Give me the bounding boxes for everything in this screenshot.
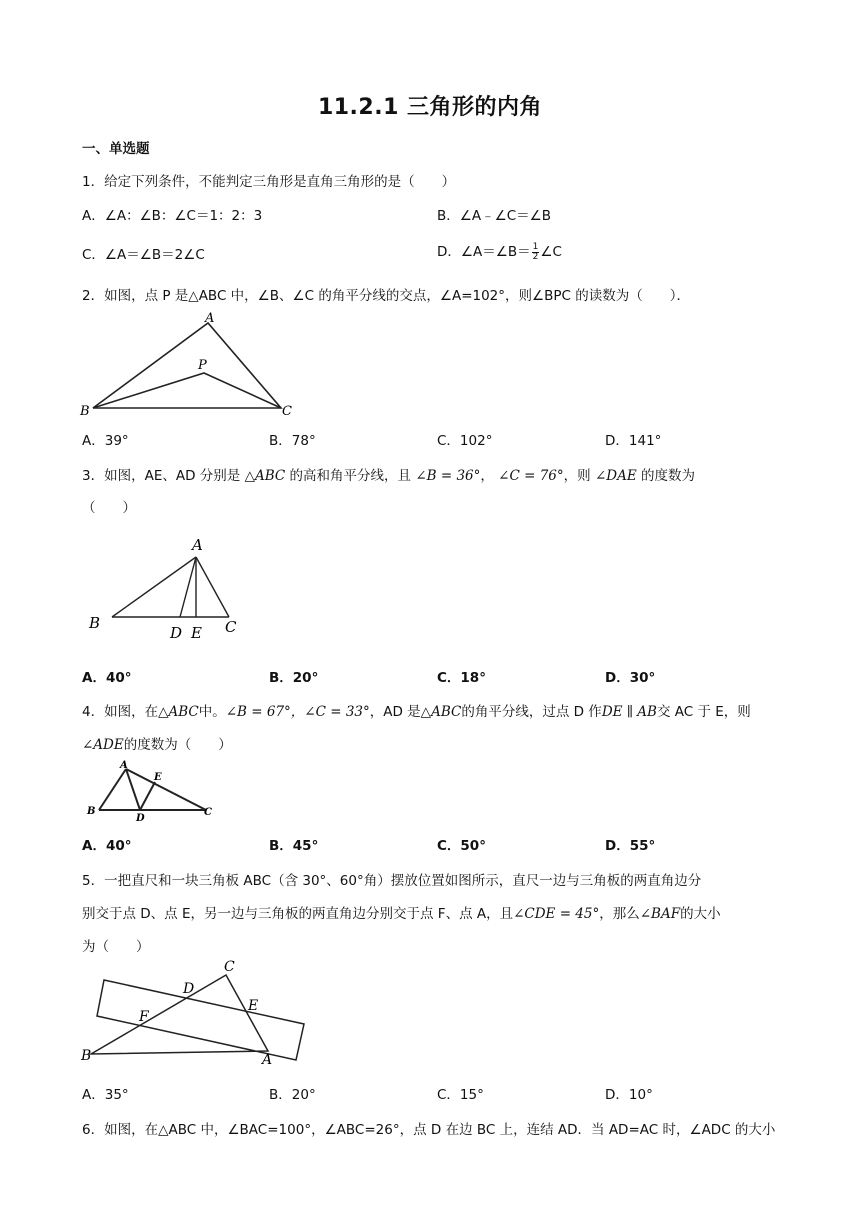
q4-label-c: C — [204, 807, 212, 818]
q5-label-b: B — [81, 1048, 92, 1064]
q3-stem: 3．如图，AE、AD 分别是 △ABC 的高和角平分线，且 ∠B = 36°， ∠C = 76°，则 ∠DAE 的度数为 — [82, 468, 695, 484]
q4-label-d: D — [136, 813, 145, 824]
q4-label-a: A — [120, 760, 128, 771]
q5-label-a: A — [262, 1052, 273, 1066]
q3-label-d: D — [170, 624, 183, 642]
q3-math-angle-dae: ∠DAE — [594, 468, 637, 484]
q4-label-b: B — [87, 806, 96, 817]
q5-set-square — [91, 975, 268, 1054]
q4-stem-line2: ∠ADE的度数为（ ） — [82, 737, 232, 753]
q4-math-angle-ade: ∠ADE — [82, 737, 124, 753]
q2-bisector-lines — [93, 373, 281, 408]
page-title: 11.2.1 三角形的内角 — [317, 95, 543, 120]
q3-math-triangle: △ABC — [244, 468, 286, 484]
q5-label-f: F — [139, 1009, 149, 1025]
q5-math-angle-cde: ∠CDE = 45° — [513, 906, 600, 922]
q4-label-e: E — [154, 772, 162, 783]
q1-option-c[interactable]: C．∠A＝∠B＝2∠C — [82, 247, 205, 263]
q2-stem: 2．如图，点 P 是△ABC 中，∠B、∠C 的角平分线的交点，∠A=102°，则∠BPC 的读数为（ ）． — [82, 288, 690, 304]
q3-stem-line2: （ ） — [82, 500, 136, 516]
q5-ruler — [97, 980, 304, 1060]
q5-option-d[interactable]: D．10° — [605, 1087, 653, 1103]
q4-triangle-figure — [82, 758, 222, 826]
q4-segment-de — [140, 782, 155, 810]
q2-label-c: C — [282, 404, 292, 419]
q3-option-b[interactable]: B．20° — [269, 670, 319, 686]
q3-option-c[interactable]: C．18° — [437, 670, 486, 686]
q2-triangle-figure — [78, 305, 308, 420]
q5-math-angle-baf: ∠BAF — [639, 906, 681, 922]
q4-stem: 4．如图，在△ABC中。∠B = 67°，∠C = 33°，AD 是△ABC的角平分线，过点 D 作DE ∥ AB交 AC 于 E，则 — [82, 704, 751, 720]
q1-option-d-prefix: D．∠A＝∠B＝ — [437, 244, 531, 260]
q2-option-d[interactable]: D．141° — [605, 433, 662, 449]
q2-option-b[interactable]: B．78° — [269, 433, 316, 449]
section-heading: 一、单选题 — [82, 141, 150, 157]
q3-option-a[interactable]: A．40° — [82, 670, 132, 686]
q4-option-a[interactable]: A．40° — [82, 838, 132, 854]
q1-option-a[interactable]: A．∠A：∠B：∠C＝1：2：3 — [82, 208, 263, 224]
q3-triangle-figure — [85, 532, 245, 647]
q3-math-angle-b: ∠B = 36° — [415, 468, 481, 484]
q2-label-b: B — [80, 404, 90, 419]
q3-label-b: B — [89, 614, 101, 632]
q2-label-a: A — [205, 311, 215, 326]
q2-option-a[interactable]: A．39° — [82, 433, 129, 449]
q3-label-a: A — [192, 536, 203, 554]
q5-stem-line1: 5．一把直尺和一块三角板 ABC（含 30°、60°角）摆放位置如图所示，直尺一边与三角板的两直角边分 — [82, 873, 702, 889]
q5-label-e: E — [248, 998, 259, 1014]
q3-label-e: E — [191, 624, 202, 642]
q4-math-parallel: DE ∥ AB — [601, 704, 657, 720]
q2-option-c[interactable]: C．102° — [437, 433, 493, 449]
q3-option-d[interactable]: D．30° — [605, 670, 656, 686]
q5-option-a[interactable]: A．35° — [82, 1087, 129, 1103]
q5-label-d: D — [183, 981, 195, 997]
q4-math-angles: ∠B = 67°，∠C = 33° — [225, 704, 370, 720]
q1-option-b[interactable]: B．∠A﹣∠C＝∠B — [437, 208, 551, 224]
q1-stem: 1．给定下列条件，不能判定三角形是直角三角形的是（ ） — [82, 174, 456, 190]
q1-option-d-suffix: ∠C — [540, 244, 562, 260]
q5-stem-line2: 别交于点 D、点 E，另一边与三角板的两直角边分别交于点 F、点 A，且∠CDE = 45°，那么∠BAF的大小 — [82, 906, 721, 922]
q4-option-b[interactable]: B．45° — [269, 838, 319, 854]
q5-ruler-figure — [78, 958, 308, 1066]
q1-option-d-fraction: $\frac{1}{2}$ — [532, 241, 539, 262]
q5-label-c: C — [224, 959, 235, 975]
q5-stem-line3: 为（ ） — [82, 939, 150, 955]
q4-option-d[interactable]: D．55° — [605, 838, 656, 854]
q5-option-c[interactable]: C．15° — [437, 1087, 484, 1103]
q5-option-b[interactable]: B．20° — [269, 1087, 316, 1103]
q3-label-c: C — [225, 618, 237, 636]
q1-option-d[interactable] — [437, 240, 562, 262]
q4-option-c[interactable]: C．50° — [437, 838, 486, 854]
q6-stem: 6．如图，在△ABC 中，∠BAC=100°，∠ABC=26°，点 D 在边 BC 上，连结 AD．当 AD=AC 时，∠ADC 的大小 — [82, 1122, 776, 1138]
q2-label-p: P — [198, 358, 207, 373]
q3-math-angle-c: ∠C = 76° — [498, 468, 564, 484]
